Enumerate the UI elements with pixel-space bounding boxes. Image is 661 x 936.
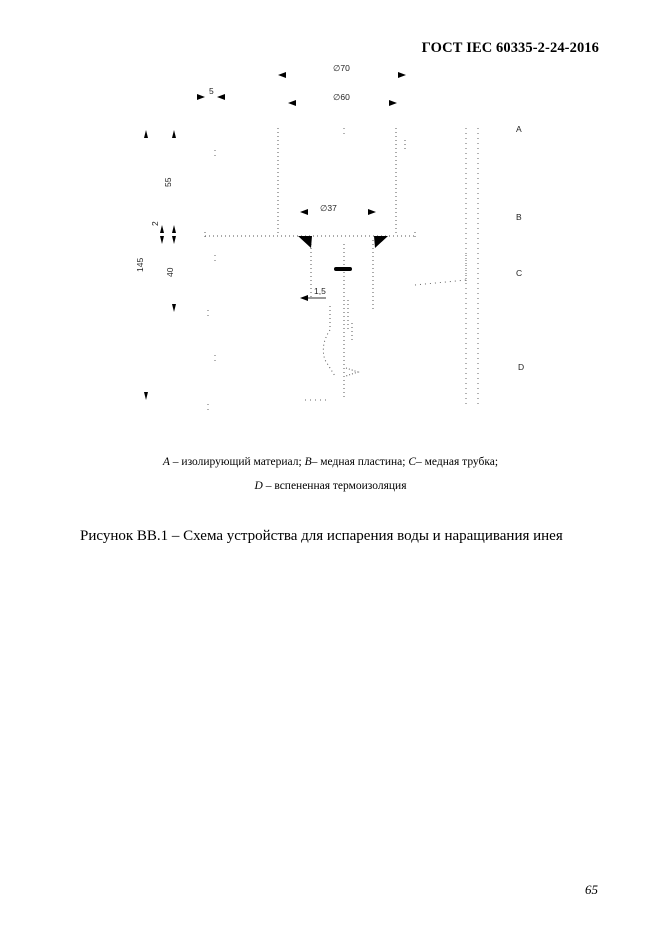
legend-key-c: C: [408, 456, 417, 468]
dimension-2-label: 2: [150, 221, 160, 226]
dimension-5-label: 5: [209, 86, 214, 96]
apparatus-diagram: [0, 0, 661, 430]
copper-plate-clamps: [298, 236, 388, 248]
dimension-5: [197, 86, 225, 100]
dimension-40-label: 40: [165, 267, 175, 277]
legend-key-a: A: [162, 456, 170, 468]
legend-key-d: D: [254, 480, 263, 492]
dimension-d60-label: ∅60: [333, 92, 350, 102]
tube-marker: [334, 267, 352, 271]
dimension-145-label: 145: [135, 257, 145, 272]
legend-text-c: – медная трубка;: [416, 456, 499, 468]
dimension-d70: [278, 63, 406, 78]
part-label-d: D: [518, 362, 525, 372]
legend-text-d: – вспененная термоизоляция: [262, 480, 407, 492]
dimension-55-label: 55: [163, 177, 173, 187]
dimension-1-5-label: 1,5: [314, 286, 326, 296]
vertical-dimensions: [135, 130, 176, 400]
flow-arrow: [346, 368, 358, 376]
dimension-d60: [288, 92, 397, 106]
dimension-d37: [300, 203, 376, 215]
dimension-1-5: [300, 286, 326, 301]
part-label-b: B: [516, 212, 522, 222]
legend-text-a: – изолирующий материал;: [169, 456, 305, 468]
dimension-d37-label: ∅37: [320, 203, 337, 213]
legend-text-b: – медная пластина;: [311, 456, 409, 468]
part-label-a: A: [516, 124, 522, 134]
dimension-d70-label: ∅70: [333, 63, 350, 73]
legend-key-b: B: [304, 456, 312, 468]
figure-caption: Рисунок ВВ.1 – Схема устройства для испарения воды и наращивания инея: [80, 528, 563, 544]
figure-legend-line-1: [0, 456, 661, 468]
document-header: ГОСТ IEC 60335-2-24-2016: [421, 40, 599, 56]
part-label-c: C: [516, 268, 523, 278]
figure-legend-line-2: [0, 480, 661, 492]
page-number: 65: [585, 882, 598, 897]
